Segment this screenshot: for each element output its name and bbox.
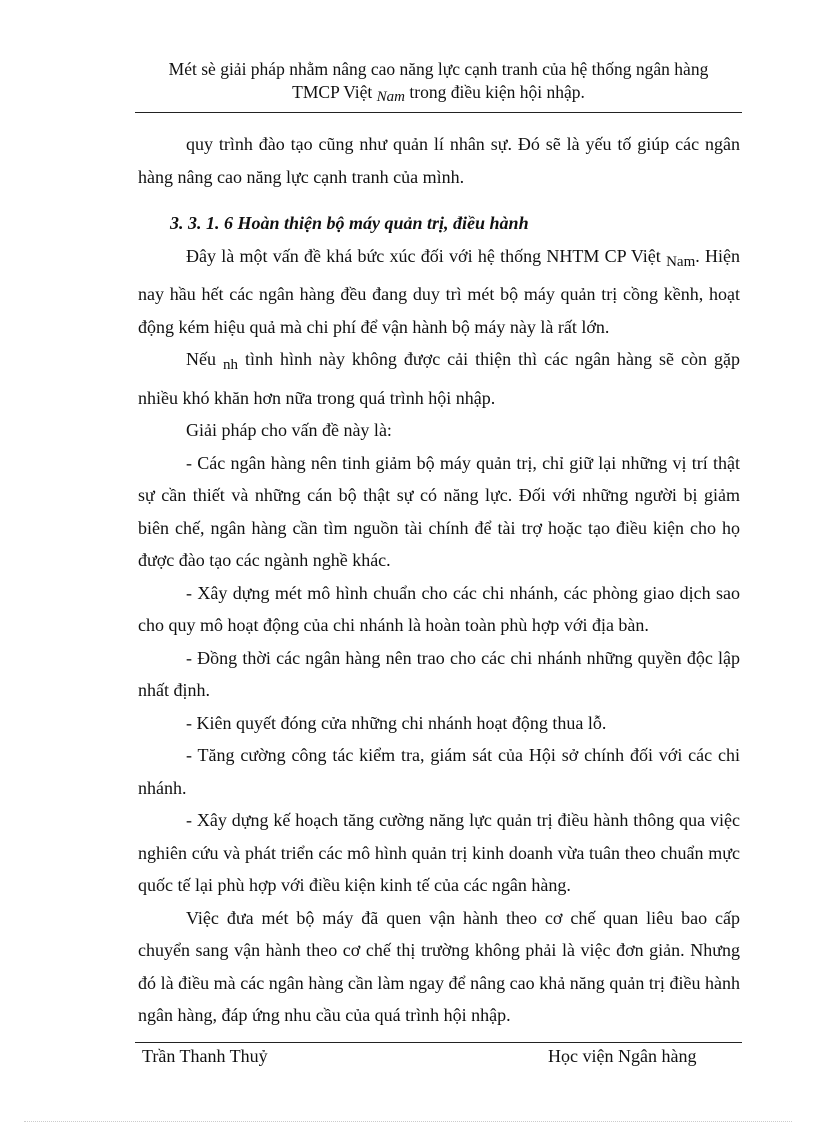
- header-line2-nam: Nam: [376, 89, 406, 105]
- page-edge-divider: [24, 1121, 792, 1122]
- bullet-1: - Các ngân hàng nên tinh giảm bộ máy quản trị, chỉ giữ lại những vị trí thật sự cần thiết và những cán bộ thật sự có năng lực. Đối với những người bị giảm biên chế, ngân hàng cần tìm nguồn tài chính để tài trợ hoặc tạo điều kiện cho họ được đào tạo các ngành nghề khác.: [138, 452, 740, 570]
- paragraph-3: [138, 343, 740, 414]
- page-header: [135, 58, 742, 113]
- footer-author: Trần Thanh Thuỷ: [142, 1046, 268, 1066]
- paragraph-3-before: Nếu: [186, 349, 223, 369]
- paragraph-3-nh: nh: [222, 357, 238, 373]
- paragraph-4: Giải pháp cho vấn đề này là:: [186, 420, 392, 440]
- bullet-3: - Đồng thời các ngân hàng nên trao cho các chi nhánh những quyền độc lập nhất định.: [138, 647, 740, 700]
- bullet-6: - Xây dựng kế hoạch tăng cường năng lực quản trị điều hành thông qua việc nghiên cứu và phát triển các mô hình quản trị kinh doanh vừa tuân theo chuẩn mực quốc tế lại phù hợp với điều kiện kinh tế của các ngân hàng.: [138, 810, 740, 895]
- paragraph-conclusion: Việc đưa mét bộ máy đã quen vận hành theo cơ chế quan liêu bao cấp chuyển sang vận hành theo cơ chế thị trường không phải là việc đơn giản. Nhưng đó là điều mà các ngân hàng cần làm ngay để nâng cao khả năng quản trị điều hành ngân hàng, đáp ứng nhu cầu của quá trình hội nhập.: [138, 907, 740, 1025]
- header-title-line1: Mét sè giải pháp nhằm nâng cao năng lực cạnh tranh của hệ thống ngân hàng: [168, 59, 709, 79]
- paragraph-2-after: . Hiện nay hầu hết các ngân hàng đều đang duy trì mét bộ máy quản trị cồng kềnh, hoạt động kém hiệu quả mà chi phí để vận hành bộ máy này là rất lớn.: [138, 245, 741, 337]
- header-title-line2: [135, 81, 742, 109]
- paragraph-2-before: Đây là một vấn đề khá bức xúc đối với hệ thống NHTM CP Việt: [186, 245, 667, 266]
- document-body: [138, 128, 740, 1032]
- bullet-5: - Tăng cường công tác kiểm tra, giám sát của Hội sở chính đối với các chi nhánh.: [138, 745, 740, 798]
- bullet-2: - Xây dựng mét mô hình chuẩn cho các chi nhánh, các phòng giao dịch sao cho quy mô hoạt động của chi nhánh là hoàn toàn phù hợp với địa bàn.: [138, 582, 740, 635]
- paragraph-2-nam: Nam: [666, 253, 696, 270]
- header-line2-before: TMCP Việt: [292, 82, 377, 102]
- paragraph-3-after: tình hình này không được cải thiện thì các ngân hàng sẽ còn gặp nhiều khó khăn hơn nữa trong quá trình hội nhập.: [138, 349, 740, 408]
- footer-divider: [135, 1042, 742, 1043]
- footer-institution: Học viện Ngân hàng: [548, 1046, 697, 1066]
- section-heading: 3. 3. 1. 6 Hoàn thiện bộ máy quản trị, điều hành: [170, 213, 529, 233]
- bullet-4: - Kiên quyết đóng cửa những chi nhánh hoạt động thua lỗ.: [186, 712, 607, 733]
- header-line2-after: trong điều kiện hội nhập.: [405, 82, 585, 102]
- paragraph-1: quy trình đào tạo cũng như quản lí nhân sự. Đó sẽ là yếu tố giúp các ngân hàng nâng cao năng lực cạnh tranh của mình.: [138, 134, 740, 187]
- paragraph-2: [138, 240, 740, 344]
